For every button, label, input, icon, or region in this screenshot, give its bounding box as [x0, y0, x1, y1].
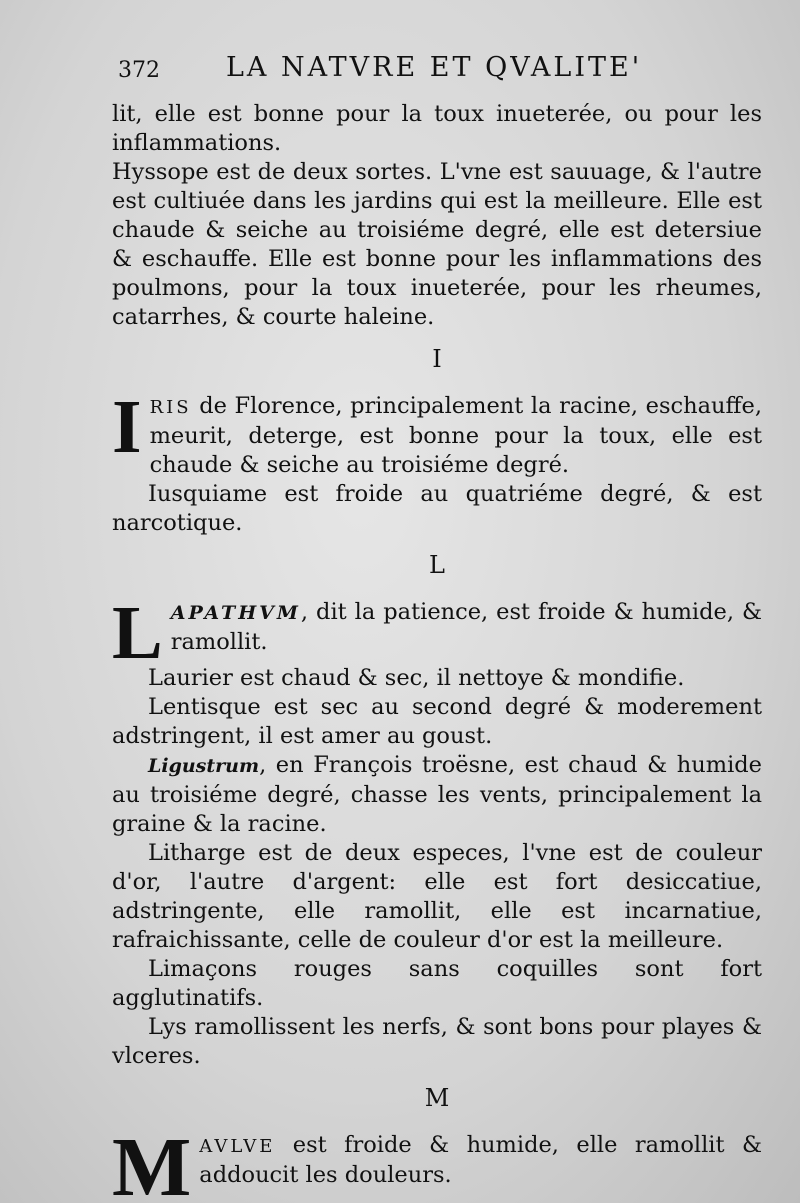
italic-ligustrum: Ligustrum — [148, 755, 260, 777]
paragraph-limacons: Limaçons rouges sans coquilles sont fort agglutinatifs. — [112, 956, 762, 1011]
paragraph-continuation: lit, elle est bonne pour la toux inueterée, ou pour les inflammations. — [112, 101, 762, 156]
paragraph-mauve — [112, 1121, 762, 1203]
smallcaps-avlve: AVLVE — [199, 1136, 276, 1157]
smallcaps-apathvm: APATHVM — [170, 602, 301, 624]
paragraph-lapathum — [112, 591, 762, 675]
page-number: 372 — [118, 58, 160, 83]
paragraph-ligustrum — [112, 751, 762, 839]
paragraph-mauve-text: est froide & humide, elle ramollit & addoucit les douleurs. — [199, 1132, 762, 1188]
smallcaps-ris: RIS — [149, 397, 192, 418]
page-header — [118, 52, 678, 92]
page-body — [112, 100, 762, 1201]
paragraph-lys: Lys ramollissent les nerfs, & sont bons pour playes & vlceres. — [112, 1014, 762, 1069]
dropcap-l: L — [112, 591, 163, 675]
paragraph-ligustrum-text: , en François troësne, est chaud & humide au troisiéme degré, chasse les vents, principalement la graine & la racine. — [112, 752, 762, 837]
section-heading-m: M — [424, 1084, 450, 1112]
dropcap-m: M — [112, 1121, 192, 1203]
running-title: LA NATVRE ET QVALITE' — [226, 52, 643, 83]
dropcap-i: I — [112, 385, 142, 469]
paragraph-iris — [112, 385, 762, 480]
paragraph-litharge: Litharge est de deux especes, l'vne est de couleur d'or, l'autre d'argent: elle est fort desiccatiue, adstringente, elle ramollit, elle est incarnatiue, rafraichissante, celle de couleur d'or est la meilleure. — [112, 840, 762, 953]
paragraph-lentisque: Lentisque est sec au second degré & moderement adstringent, il est amer au goust. — [112, 694, 762, 749]
paragraph-laurier: Laurier est chaud & sec, il nettoye & mondifie. — [148, 665, 685, 691]
paragraph-iris-text: de Florence, principalement la racine, eschauffe, meurit, deterge, est bonne pour la toux, elle est chaude & seiche au troisiéme degré. — [149, 393, 762, 478]
section-heading-i: I — [432, 345, 442, 373]
section-heading-l: L — [429, 551, 445, 579]
paragraph-hyssope: Hyssope est de deux sortes. L'vne est sauuage, & l'autre est cultiuée dans les jardins qui est la meilleure. Elle est chaude & seiche au troisiéme degré, elle est detersiue & eschauffe. Elle est bonne pour les inflammations des poulmons, pour la toux inueterée, pour les rheumes, catarrhes, & courte haleine. — [112, 159, 762, 330]
paragraph-iusquiame: Iusquiame est froide au quatriéme degré, & est narcotique. — [112, 481, 762, 536]
paragraph-lapathum-text: , dit la patience, est froide & humide, & ramollit. — [170, 599, 762, 655]
